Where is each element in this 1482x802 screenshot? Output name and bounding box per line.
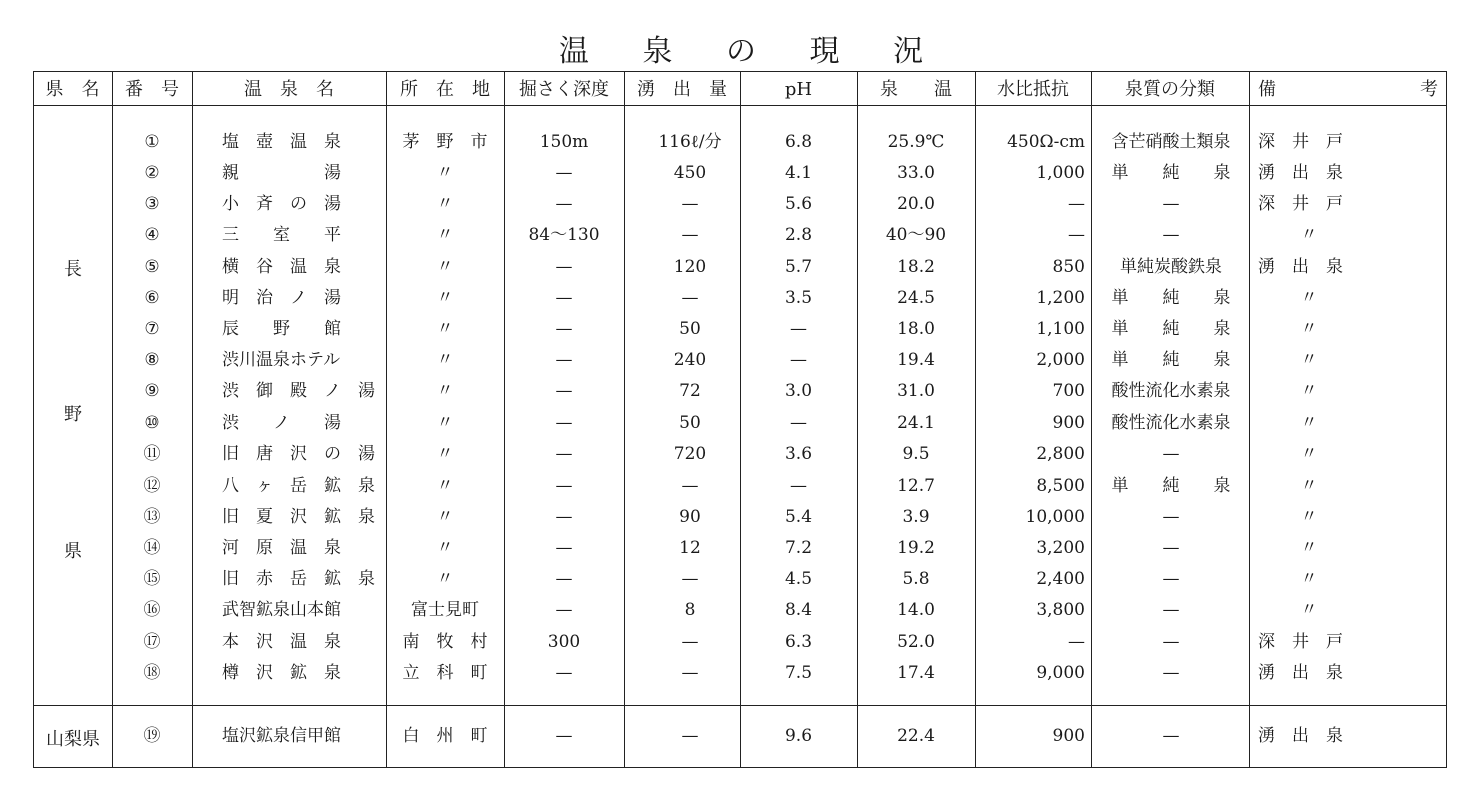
cell-no: ⑪ bbox=[143, 444, 161, 464]
cell-res: 850 bbox=[1052, 257, 1085, 277]
prefecture-nagano-char-1: 長 bbox=[64, 259, 82, 280]
cell-depth: — bbox=[555, 600, 573, 620]
cell-name: 八 ヶ 岳 鉱 泉 bbox=[222, 476, 375, 496]
cell-name: 渋 ノ 湯 bbox=[222, 413, 341, 433]
cell-loc: 立 科 町 bbox=[402, 663, 488, 683]
cell-temp: 18.2 bbox=[897, 257, 935, 277]
cell-ph: — bbox=[790, 413, 807, 433]
cell-no: ⑩ bbox=[144, 413, 160, 433]
cell-loc: 〃 bbox=[436, 569, 454, 589]
cell-depth: — bbox=[555, 507, 573, 527]
cell-flow: 8 bbox=[684, 600, 696, 620]
cell-note: 湧 出 泉 bbox=[1258, 163, 1343, 183]
cell-loc: 〃 bbox=[436, 507, 454, 527]
cell-quality: 単 純 泉 bbox=[1111, 163, 1231, 183]
cell-note: 〃 bbox=[1300, 350, 1318, 370]
cell-temp: 33.0 bbox=[897, 163, 935, 183]
cell-note: 〃 bbox=[1300, 569, 1318, 589]
cell-flow: — bbox=[681, 476, 699, 496]
cell-res: 9,000 bbox=[1036, 663, 1085, 683]
cell-loc: 〃 bbox=[436, 319, 454, 339]
cell-loc: 富士見町 bbox=[411, 600, 479, 620]
header-quality: 泉質の分類 bbox=[1125, 79, 1215, 100]
cell-name: 塩 壺 温 泉 bbox=[222, 132, 341, 152]
cell-depth: — bbox=[555, 288, 573, 308]
cell-depth: 84～130 bbox=[528, 225, 600, 245]
cell-quality: 単純炭酸鉄泉 bbox=[1120, 257, 1222, 277]
cell-name: 小 斉 の 湯 bbox=[222, 194, 341, 214]
prefecture-yamanashi: 山梨県 bbox=[46, 729, 100, 750]
cell-ph: 3.0 bbox=[784, 381, 813, 401]
cell-flow: — bbox=[681, 569, 699, 589]
cell-note: 湧 出 泉 bbox=[1258, 257, 1343, 277]
cell-loc: 茅 野 市 bbox=[402, 132, 488, 152]
cell-res: 8,500 bbox=[1036, 476, 1085, 496]
cell-loc: 〃 bbox=[436, 381, 454, 401]
row-divider bbox=[33, 705, 1447, 706]
cell-quality: 単 純 泉 bbox=[1111, 476, 1231, 496]
cell-loc: 〃 bbox=[436, 225, 454, 245]
cell-ph: — bbox=[790, 476, 807, 496]
header-temperature: 泉 温 bbox=[880, 79, 952, 100]
cell-no: ⑰ bbox=[143, 632, 161, 652]
cell-res: 450Ω-cm bbox=[1007, 132, 1085, 152]
cell-note: 〃 bbox=[1300, 538, 1318, 558]
cell-name: 河 原 温 泉 bbox=[222, 538, 341, 558]
cell-no: ① bbox=[144, 132, 160, 152]
cell-ph: 2.8 bbox=[784, 225, 813, 245]
cell-flow: — bbox=[681, 288, 699, 308]
cell-flow: — bbox=[681, 194, 699, 214]
column-divider bbox=[1091, 71, 1092, 768]
cell-res: 10,000 bbox=[1025, 507, 1085, 527]
cell-no: ④ bbox=[144, 225, 160, 245]
column-divider bbox=[192, 71, 193, 768]
row-divider bbox=[33, 105, 1447, 106]
cell-depth: — bbox=[555, 476, 573, 496]
cell-quality: 単 純 泉 bbox=[1111, 319, 1231, 339]
cell-res: 1,100 bbox=[1036, 319, 1085, 339]
cell-ph: — bbox=[790, 319, 807, 339]
cell-ph: 6.3 bbox=[784, 632, 813, 652]
cell-depth: — bbox=[555, 413, 573, 433]
cell-note: 〃 bbox=[1300, 600, 1318, 620]
cell-name: 親 湯 bbox=[222, 163, 341, 183]
cell-quality: 酸性流化水素泉 bbox=[1111, 413, 1231, 433]
cell-res: 2,400 bbox=[1036, 569, 1085, 589]
cell-flow: 50 bbox=[679, 319, 701, 339]
cell-temp: 9.5 bbox=[902, 444, 930, 464]
cell-flow: 116ℓ/分 bbox=[658, 132, 722, 152]
cell-depth: — bbox=[555, 257, 573, 277]
cell-ph: — bbox=[790, 350, 807, 370]
cell-res: 900 bbox=[1052, 726, 1085, 746]
cell-quality: — bbox=[1162, 194, 1180, 214]
cell-temp: 24.5 bbox=[897, 288, 935, 308]
cell-loc: 〃 bbox=[436, 163, 454, 183]
cell-ph: 3.6 bbox=[784, 444, 813, 464]
cell-flow: — bbox=[681, 726, 699, 746]
cell-temp: 52.0 bbox=[897, 632, 935, 652]
cell-quality: — bbox=[1162, 444, 1180, 464]
cell-temp: 17.4 bbox=[897, 663, 935, 683]
cell-no: ③ bbox=[144, 194, 160, 214]
cell-ph: 8.4 bbox=[784, 600, 813, 620]
cell-quality: — bbox=[1162, 225, 1180, 245]
cell-res: — bbox=[1068, 225, 1085, 245]
cell-temp: 18.0 bbox=[897, 319, 935, 339]
cell-flow: 90 bbox=[679, 507, 701, 527]
cell-loc: 〃 bbox=[436, 476, 454, 496]
prefecture-nagano-char-2: 野 bbox=[64, 404, 82, 425]
cell-name: 武智鉱泉山本館 bbox=[222, 600, 341, 620]
cell-depth: — bbox=[555, 194, 573, 214]
cell-note: 〃 bbox=[1300, 444, 1318, 464]
cell-quality: — bbox=[1162, 632, 1180, 652]
cell-quality: 単 純 泉 bbox=[1111, 288, 1231, 308]
header-ph: pH bbox=[784, 79, 813, 100]
cell-loc: 〃 bbox=[436, 288, 454, 308]
cell-no: ⑯ bbox=[143, 600, 161, 620]
cell-ph: 5.7 bbox=[784, 257, 813, 277]
cell-note: 湧 出 泉 bbox=[1258, 663, 1343, 683]
cell-quality: — bbox=[1162, 538, 1180, 558]
cell-temp: 31.0 bbox=[897, 381, 935, 401]
header-location: 所 在 地 bbox=[400, 79, 490, 100]
cell-temp: 20.0 bbox=[897, 194, 935, 214]
cell-name: 塩沢鉱泉信甲館 bbox=[222, 726, 341, 746]
cell-ph: 4.5 bbox=[784, 569, 813, 589]
cell-temp: 22.4 bbox=[897, 726, 935, 746]
cell-ph: 9.6 bbox=[784, 726, 813, 746]
cell-flow: 120 bbox=[673, 257, 707, 277]
cell-quality: — bbox=[1162, 600, 1180, 620]
cell-loc: 〃 bbox=[436, 413, 454, 433]
cell-temp: 12.7 bbox=[897, 476, 935, 496]
cell-quality: — bbox=[1162, 569, 1180, 589]
cell-flow: 450 bbox=[673, 163, 707, 183]
cell-no: ② bbox=[144, 163, 160, 183]
cell-flow: 240 bbox=[673, 350, 707, 370]
cell-no: ⑨ bbox=[144, 381, 160, 401]
cell-ph: 6.8 bbox=[784, 132, 813, 152]
cell-flow: 72 bbox=[679, 381, 701, 401]
cell-note: 深 井 戸 bbox=[1258, 132, 1343, 152]
cell-name: 渋川温泉ホテル bbox=[222, 350, 341, 370]
cell-no: ⑮ bbox=[143, 569, 161, 589]
cell-name: 旧 唐 沢 の 湯 bbox=[222, 444, 375, 464]
cell-res: 1,000 bbox=[1036, 163, 1085, 183]
cell-note: 〃 bbox=[1300, 381, 1318, 401]
cell-ph: 5.4 bbox=[784, 507, 813, 527]
cell-depth: 300 bbox=[547, 632, 581, 652]
cell-loc: 〃 bbox=[436, 444, 454, 464]
cell-note: 深 井 戸 bbox=[1258, 632, 1343, 652]
cell-note: 〃 bbox=[1300, 507, 1318, 527]
cell-note: 深 井 戸 bbox=[1258, 194, 1343, 214]
cell-name: 樽 沢 鉱 泉 bbox=[222, 663, 341, 683]
cell-flow: — bbox=[681, 663, 699, 683]
column-divider bbox=[624, 71, 625, 768]
cell-depth: — bbox=[555, 538, 573, 558]
header-depth: 掘さく深度 bbox=[519, 79, 609, 100]
cell-depth: — bbox=[555, 663, 573, 683]
cell-name: 明 治 ノ 湯 bbox=[222, 288, 341, 308]
cell-quality: 単 純 泉 bbox=[1111, 350, 1231, 370]
header-number: 番 号 bbox=[125, 79, 179, 100]
cell-note: 〃 bbox=[1300, 413, 1318, 433]
header-remarks: 備 考 bbox=[1258, 79, 1438, 100]
cell-flow: — bbox=[681, 632, 699, 652]
cell-loc: 白 州 町 bbox=[402, 726, 488, 746]
cell-depth: — bbox=[555, 350, 573, 370]
page-title: 温 泉 の 現 況 bbox=[558, 34, 946, 69]
header-prefecture: 県 名 bbox=[45, 79, 100, 100]
cell-depth: — bbox=[555, 319, 573, 339]
cell-no: ⑲ bbox=[143, 726, 161, 746]
cell-temp: 40～90 bbox=[885, 225, 947, 245]
cell-flow: 12 bbox=[679, 538, 701, 558]
cell-no: ⑥ bbox=[144, 288, 160, 308]
cell-res: — bbox=[1068, 194, 1085, 214]
cell-note: 〃 bbox=[1300, 476, 1318, 496]
cell-note: 〃 bbox=[1300, 288, 1318, 308]
cell-name: 旧 夏 沢 鉱 泉 bbox=[222, 507, 375, 527]
cell-temp: 3.9 bbox=[902, 507, 930, 527]
cell-no: ⑦ bbox=[144, 319, 160, 339]
prefecture-nagano-char-3: 県 bbox=[64, 541, 82, 562]
cell-depth: — bbox=[555, 163, 573, 183]
cell-loc: 〃 bbox=[436, 194, 454, 214]
cell-res: 2,000 bbox=[1036, 350, 1085, 370]
cell-note: 〃 bbox=[1300, 225, 1318, 245]
cell-name: 辰 野 館 bbox=[222, 319, 341, 339]
cell-name: 三 室 平 bbox=[222, 225, 341, 245]
cell-no: ⑧ bbox=[144, 350, 160, 370]
cell-name: 旧 赤 岳 鉱 泉 bbox=[222, 569, 375, 589]
cell-flow: 720 bbox=[673, 444, 707, 464]
cell-temp: 5.8 bbox=[902, 569, 930, 589]
cell-res: — bbox=[1068, 632, 1085, 652]
cell-depth: — bbox=[555, 569, 573, 589]
cell-no: ⑭ bbox=[143, 538, 161, 558]
cell-ph: 4.1 bbox=[784, 163, 813, 183]
cell-res: 900 bbox=[1052, 413, 1085, 433]
cell-no: ⑬ bbox=[143, 507, 161, 527]
cell-res: 700 bbox=[1052, 381, 1085, 401]
cell-res: 1,200 bbox=[1036, 288, 1085, 308]
cell-quality: 酸性流化水素泉 bbox=[1111, 381, 1231, 401]
cell-res: 2,800 bbox=[1036, 444, 1085, 464]
cell-loc: 南 牧 村 bbox=[402, 632, 488, 652]
cell-temp: 25.9℃ bbox=[887, 132, 945, 152]
cell-no: ⑱ bbox=[143, 663, 161, 683]
cell-loc: 〃 bbox=[436, 257, 454, 277]
header-resistivity: 水比抵抗 bbox=[997, 79, 1069, 100]
cell-no: ⑫ bbox=[143, 476, 161, 496]
header-flow: 湧 出 量 bbox=[637, 79, 727, 100]
cell-no: ⑤ bbox=[144, 257, 160, 277]
cell-res: 3,200 bbox=[1036, 538, 1085, 558]
cell-temp: 19.4 bbox=[897, 350, 935, 370]
cell-loc: 〃 bbox=[436, 538, 454, 558]
cell-flow: 50 bbox=[679, 413, 701, 433]
cell-temp: 14.0 bbox=[897, 600, 935, 620]
cell-quality: — bbox=[1162, 663, 1180, 683]
cell-temp: 19.2 bbox=[897, 538, 935, 558]
cell-depth: — bbox=[555, 381, 573, 401]
cell-ph: 7.5 bbox=[784, 663, 813, 683]
header-spring-name: 温 泉 名 bbox=[244, 79, 334, 100]
cell-depth: — bbox=[555, 726, 573, 746]
cell-flow: — bbox=[681, 225, 699, 245]
cell-temp: 24.1 bbox=[897, 413, 935, 433]
cell-ph: 7.2 bbox=[784, 538, 813, 558]
cell-quality: — bbox=[1162, 726, 1180, 746]
cell-depth: — bbox=[555, 444, 573, 464]
cell-quality: — bbox=[1162, 507, 1180, 527]
cell-name: 渋 御 殿 ノ 湯 bbox=[222, 381, 375, 401]
cell-ph: 5.6 bbox=[784, 194, 813, 214]
cell-quality: 含芒硝酸土類泉 bbox=[1111, 132, 1231, 152]
cell-depth: 150m bbox=[539, 132, 589, 152]
cell-res: 3,800 bbox=[1036, 600, 1085, 620]
cell-note: 〃 bbox=[1300, 319, 1318, 339]
cell-loc: 〃 bbox=[436, 350, 454, 370]
cell-note: 湧 出 泉 bbox=[1258, 726, 1343, 746]
cell-name: 本 沢 温 泉 bbox=[222, 632, 341, 652]
cell-name: 横 谷 温 泉 bbox=[222, 257, 341, 277]
cell-ph: 3.5 bbox=[784, 288, 813, 308]
